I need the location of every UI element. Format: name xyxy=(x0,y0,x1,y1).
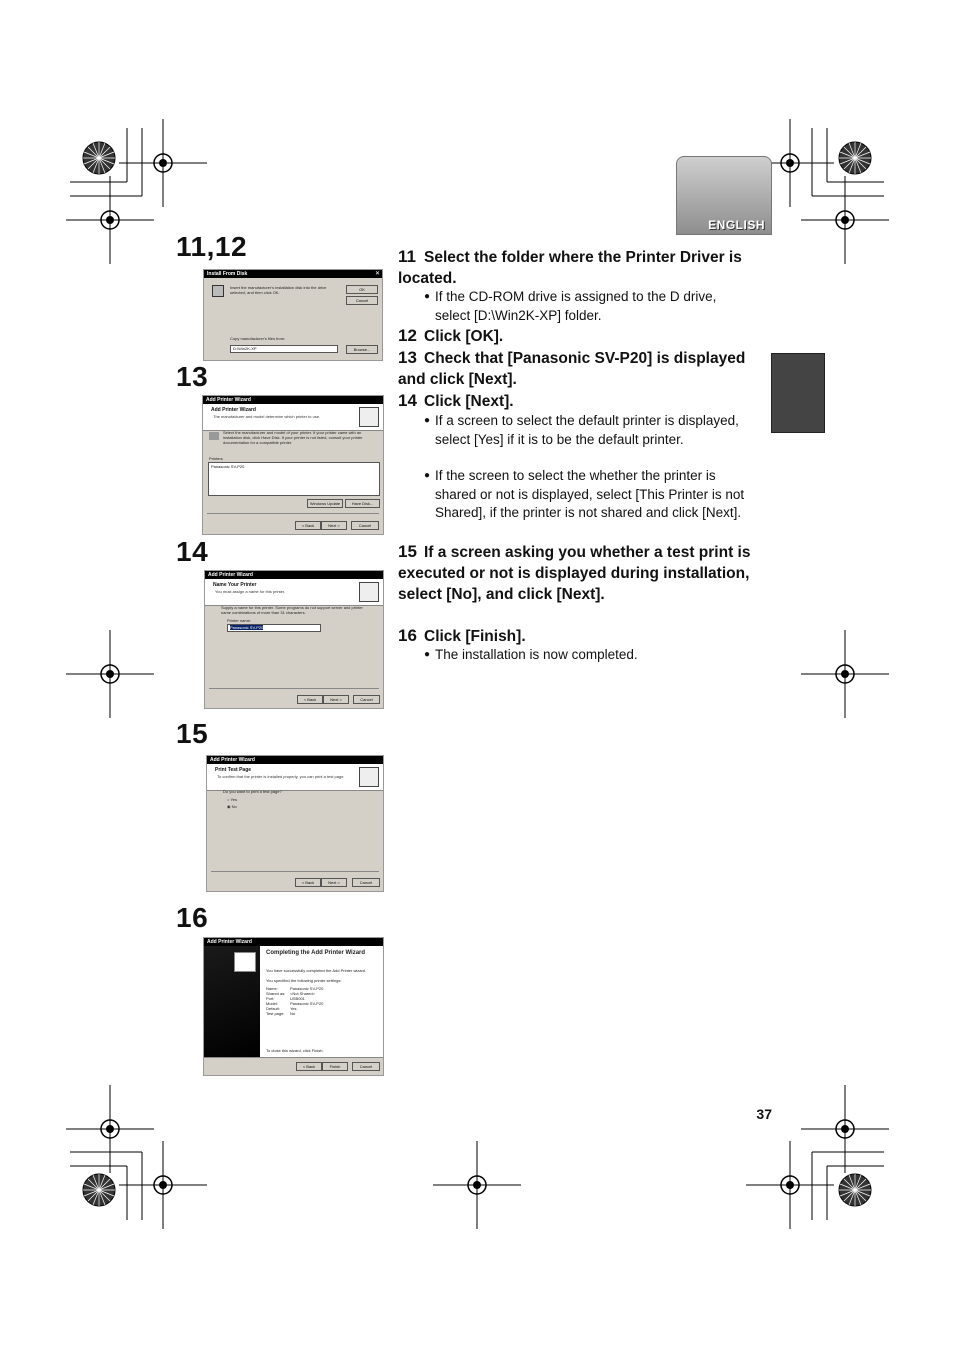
instruction-14 xyxy=(398,390,754,412)
step-number: 13 xyxy=(398,348,417,367)
settings-list xyxy=(266,986,378,1016)
cancel-button[interactable]: Cancel xyxy=(346,296,378,305)
radio-no[interactable]: ◉ No xyxy=(227,804,237,809)
step-text: Click [OK]. xyxy=(424,328,504,345)
step-number: 16 xyxy=(398,626,417,645)
dialog-message: Insert the manufacturer's installation disk into the drive selected, and then click OK. xyxy=(230,285,327,295)
instruction-16 xyxy=(398,625,754,647)
finish-button[interactable]: Finish xyxy=(322,1062,348,1071)
printer-name-value: Panasonic SV-P20 xyxy=(230,625,264,630)
setting-row: Shared as: <Not Shared> xyxy=(266,991,315,996)
disk-icon xyxy=(212,285,224,297)
language-tab xyxy=(676,156,772,235)
step-text: If a screen asking you whether a test print is executed or not is displayed during installation, select [No], and click [Next]. xyxy=(398,544,751,603)
wizard-heading: Completing the Add Printer Wizard xyxy=(266,950,366,956)
step-label-15: 15 xyxy=(176,718,209,749)
printer-icon xyxy=(359,767,379,787)
have-disk-button[interactable]: Have Disk... xyxy=(345,499,380,508)
wizard-title: Add Printer Wizard xyxy=(205,571,383,579)
windows-update-button[interactable]: Windows Update xyxy=(307,499,343,508)
close-icon: ✕ xyxy=(374,271,380,277)
success-text: You have successfully completed the Add Printer wizard. xyxy=(266,968,367,973)
cancel-button[interactable]: Cancel xyxy=(352,1062,380,1071)
copy-label: Copy manufacturer's files from: xyxy=(230,336,286,341)
setting-row: Test page: No xyxy=(266,1011,296,1016)
bullet-text: If a screen to select the default printer is displayed, select [Yes] if it is to be the default printer. xyxy=(435,413,739,447)
cancel-button[interactable]: Cancel xyxy=(352,878,380,887)
step-label-11-12: 11,12 xyxy=(176,231,248,262)
step-number: 14 xyxy=(398,391,417,410)
printer-list[interactable] xyxy=(208,462,380,496)
wizard-title: Add Printer Wizard xyxy=(203,396,383,404)
bullet-text: The installation is now completed. xyxy=(435,647,638,662)
step-text: Select the folder where the Printer Driver is located. xyxy=(398,249,742,287)
next-button[interactable]: Next > xyxy=(321,521,347,530)
name-printer-screenshot xyxy=(204,570,384,709)
wizard-side-panel xyxy=(204,946,260,1057)
section-marker xyxy=(771,353,825,433)
next-button[interactable]: Next > xyxy=(321,878,347,887)
wizard-heading: Name Your Printer xyxy=(213,582,257,588)
bullet-14b xyxy=(424,467,754,523)
test-page-question: Do you want to print a test page? xyxy=(223,789,282,794)
radio-no-label: No xyxy=(231,804,237,809)
completing-wizard-screenshot xyxy=(203,937,384,1076)
wizard-subheading: You must assign a name for this printer. xyxy=(215,589,286,594)
printer-icon xyxy=(359,407,379,427)
path-input[interactable]: D:\Win2K-XP xyxy=(230,345,338,353)
close-instruction: To close this wizard, click Finish. xyxy=(266,1048,324,1053)
printer-icon xyxy=(234,952,256,972)
instruction-11 xyxy=(398,246,754,289)
list-item[interactable]: Panasonic SV-P20 xyxy=(211,464,245,469)
setting-row: Model: Panasonic SV-P20 xyxy=(266,1001,324,1006)
back-button[interactable]: < Back xyxy=(296,1062,322,1071)
printer-name-input[interactable] xyxy=(227,624,321,632)
printers-label: Printers xyxy=(209,456,223,461)
wizard-body: Select the manufacturer and model of your printer. If your printer came with an installation disk, click Have Disk. If your printer is not listed, consult your printer documentation for a compatible printer. xyxy=(223,430,363,445)
wizard-heading: Add Printer Wizard xyxy=(211,407,256,413)
step-number: 15 xyxy=(398,542,417,561)
step-text: Click [Next]. xyxy=(424,393,514,410)
step-text: Check that [Panasonic SV-P20] is displayed and click [Next]. xyxy=(398,350,746,388)
wizard-subheading: To confirm that the printer is installed properly, you can print a test page. xyxy=(217,774,345,779)
setting-row: Name: Panasonic SV-P20 xyxy=(266,986,324,991)
wizard-title: Add Printer Wizard xyxy=(207,756,383,764)
radio-yes-label: Yes xyxy=(230,797,237,802)
settings-intro: You specified the following printer settings: xyxy=(266,978,342,983)
step-label-14: 14 xyxy=(176,536,209,567)
bullet-text: If the screen to select the whether the printer is shared or not is displayed, select [This Printer is not Shared], if the printer is not shared and click [Next]. xyxy=(435,468,745,521)
bullet-16 xyxy=(424,646,754,665)
language-tab-label: ENGLISH xyxy=(708,218,765,232)
printer-name-label: Printer name: xyxy=(227,618,252,623)
setting-row: Port: USB001 xyxy=(266,996,305,1001)
radio-yes[interactable]: ○ Yes xyxy=(227,797,237,802)
instruction-12 xyxy=(398,325,754,347)
instruction-13 xyxy=(398,347,754,390)
bullet-icon: ● xyxy=(424,415,431,426)
printer-icon xyxy=(359,582,379,602)
install-from-disk-screenshot xyxy=(203,269,383,361)
cancel-button[interactable]: Cancel xyxy=(353,695,380,704)
back-button[interactable]: < Back xyxy=(297,695,323,704)
browse-button[interactable]: Browse... xyxy=(346,345,378,354)
setting-row: Default: Yes xyxy=(266,1006,297,1011)
step-label-16: 16 xyxy=(176,902,209,933)
step-text: Click [Finish]. xyxy=(424,628,526,645)
back-button[interactable]: < Back xyxy=(295,878,321,887)
step-label-13: 13 xyxy=(176,361,209,392)
wizard-body: Supply a name for this printer. Some programs do not support server and printer name combinations of more than 31 characters. xyxy=(221,605,363,615)
page-number: 37 xyxy=(756,1106,772,1122)
select-printer-screenshot xyxy=(202,395,384,535)
wizard-subheading: The manufacturer and model determine which printer to use. xyxy=(213,414,321,419)
step-number: 12 xyxy=(398,326,417,345)
bullet-text: If the CD-ROM drive is assigned to the D drive, select [D:\Win2K-XP] folder. xyxy=(435,289,717,323)
cancel-button[interactable]: Cancel xyxy=(351,521,379,530)
next-button[interactable]: Next > xyxy=(323,695,349,704)
bullet-icon: ● xyxy=(424,649,431,660)
back-button[interactable]: < Back xyxy=(295,521,321,530)
dialog-title: Install From Disk xyxy=(204,270,382,278)
bullet-11 xyxy=(424,288,754,325)
print-test-page-screenshot xyxy=(206,755,384,892)
wizard-heading: Print Test Page xyxy=(215,767,252,773)
bullet-icon: ● xyxy=(424,291,431,302)
printer-small-icon xyxy=(209,432,219,440)
instruction-15 xyxy=(398,541,754,605)
ok-button[interactable]: OK xyxy=(346,285,378,294)
bullet-icon: ● xyxy=(424,470,431,481)
bullet-14a xyxy=(424,412,754,449)
wizard-title: Add Printer Wizard xyxy=(204,938,383,946)
step-number: 11 xyxy=(398,247,416,266)
